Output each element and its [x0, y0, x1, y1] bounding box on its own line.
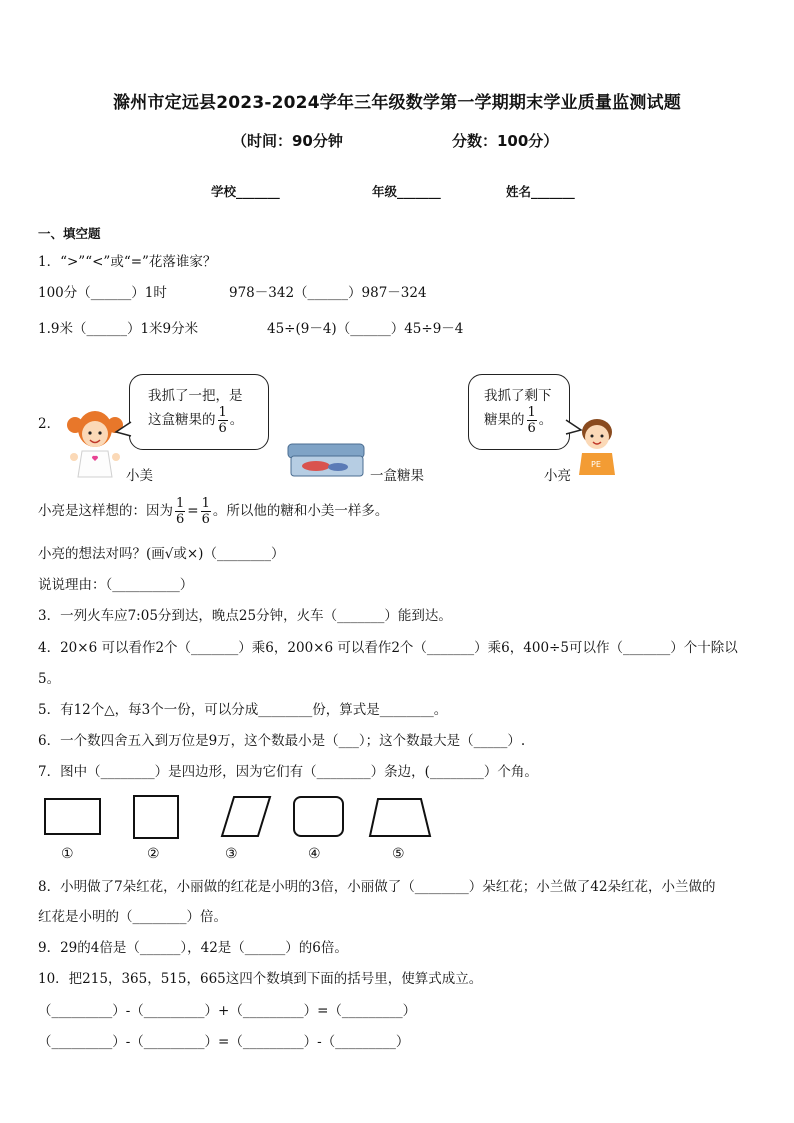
boy-name: 小亮 — [544, 468, 571, 484]
girl-name: 小美 — [126, 468, 153, 484]
question-1-b[interactable]: 978－342（______）987－324 — [229, 285, 427, 301]
shape-4-rounded-square — [294, 797, 343, 836]
question-4-line2: 5。 — [38, 671, 61, 687]
boy-bubble-line1: 我抓了剩下 — [484, 388, 552, 404]
question-6[interactable]: 6．一个数四舍五入到万位是9万，这个数最小是（___）；这个数最大是（_____）. — [38, 733, 526, 749]
question-9[interactable]: 9．29的4倍是（______），42是（______）的6倍。 — [38, 940, 348, 956]
question-1-c[interactable]: 1.9米（______）1米9分米 — [38, 321, 199, 337]
question-4-line1[interactable]: 4．20×6 可以看作2个（_______）乘6，200×6 可以看作2个（_______）乘6，400÷5可以作（_______）个十除以 — [38, 640, 738, 656]
time-limit: （时间：90分钟 — [232, 132, 343, 150]
shape-5-trapezoid — [370, 799, 430, 836]
total-score: 分数：100分） — [452, 132, 559, 150]
question-10-row2[interactable]: （_________）-（_________）=（_________）-（_________） — [38, 1034, 410, 1050]
page-title: 滁州市定远县2023-2024学年三年级数学第一学期期末学业质量监测试题 — [113, 93, 681, 113]
girl-bubble-line1: 我抓了一把，是 — [148, 388, 243, 404]
girl-bubble-line2: 这盒糖果的 $\frac{1}{6}$ 。 — [148, 405, 244, 436]
girl-illustration — [64, 405, 126, 479]
bubble-tail — [114, 420, 134, 440]
question-5[interactable]: 5．有12个△，每3个一份，可以分成________份，算式是________。 — [38, 702, 448, 718]
question-3[interactable]: 3．一列火车应7:05分到达，晚点25分钟，火车（_______）能到达。 — [38, 608, 452, 624]
question-1-stem: 1．“>”“<”或“=”花落谁家？ — [38, 254, 217, 270]
question-7-shapes — [38, 792, 458, 842]
question-1-d[interactable]: 45÷(9－4)（______）45÷9－4 — [267, 321, 464, 337]
name-field[interactable]: 姓名_______ — [506, 184, 575, 199]
question-2-reasoning: 小亮是这样想的：因为 $\frac{1}{6}$ = $\frac{1}{6}$ 。所以他的糖和小美一样多。 — [38, 496, 389, 527]
shape-2-square — [134, 796, 178, 838]
question-10-row1[interactable]: （_________）-（_________）+（_________）=（_________） — [38, 1003, 417, 1019]
question-2-ask[interactable]: 小亮的想法对吗？(画√或×)（________） — [38, 546, 285, 562]
boy-illustration — [572, 415, 622, 477]
shape-label-2: ② — [147, 846, 160, 862]
question-10-stem: 10．把215，365，515，665这四个数填到下面的括号里，使算式成立。 — [38, 971, 483, 987]
question-2-reason[interactable]: 说说理由：（__________） — [38, 577, 194, 593]
shape-label-1: ① — [61, 846, 74, 862]
question-8-line1[interactable]: 8．小明做了7朵红花，小丽做的红花是小明的3倍，小丽做了（________）朵红花；小兰做了42朵红花，小兰做的 — [38, 879, 716, 895]
shape-3-parallelogram — [222, 797, 270, 836]
shape-label-4: ④ — [308, 846, 321, 862]
grade-field[interactable]: 年级_______ — [372, 184, 441, 199]
question-2-number: 2． — [38, 416, 61, 432]
shape-label-3: ③ — [225, 846, 238, 862]
candy-box-label: 一盒糖果 — [370, 468, 424, 484]
shape-1-rectangle — [45, 799, 100, 834]
section-heading: 一、填空题 — [38, 226, 101, 241]
question-7[interactable]: 7．图中（________）是四边形，因为它们有（________）条边，(________）个角。 — [38, 764, 538, 780]
svg-text:PE: PE — [591, 460, 601, 469]
shape-label-5: ⑤ — [392, 846, 405, 862]
question-1-a[interactable]: 100分（______）1时 — [38, 285, 167, 301]
boy-bubble-line2: 糖果的 $\frac{1}{6}$ 。 — [484, 405, 553, 436]
school-field[interactable]: 学校_______ — [211, 184, 280, 199]
candy-box-illustration — [286, 440, 368, 480]
question-8-line2[interactable]: 红花是小明的（________）倍。 — [38, 909, 227, 925]
